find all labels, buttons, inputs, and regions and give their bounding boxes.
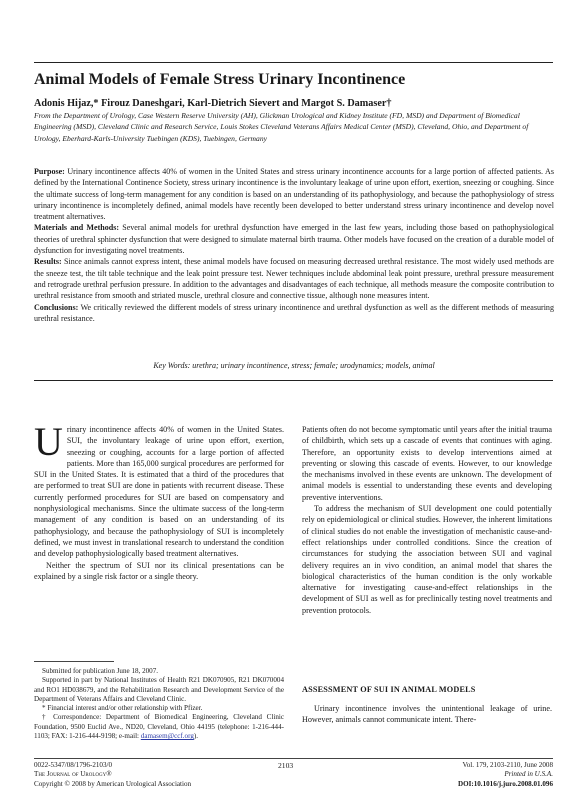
abstract — [34, 166, 554, 324]
abstract-results — [34, 256, 554, 301]
footnote-submitted: Submitted for publication June 18, 2007. — [42, 667, 159, 675]
footer-copyright: Copyright © 2008 by American Urological Association — [34, 779, 192, 788]
conclusions-text: We critically reviewed the different models of stress urinary incontinence and urethral dysfunction as well as the different methods of measuring urethral resistance. — [34, 302, 554, 323]
footer-printed: Printed in U.S.A. — [504, 770, 553, 779]
abstract-conclusions — [34, 302, 554, 325]
methods-text: Several animal models for urethral dysfunction have emerged in the last few years, including those based on pathophysiological theories of urethral sphincter dysfunction that were designed to simulate maternal birth trauma. Other models have focused on the creation of a durable model of dysfunction for investigating novel treatments. — [34, 223, 555, 256]
body-paragraph: To address the mechanism of SUI development one could potentially rely on epidemiological or clinical studies. However, the inherent limitations of clinical studies do not enable the investigation of mechanistic cause-and-effect relationships under controlled conditions. Since the creation of circumstances for studying the association between SUI and vaginal delivery requires an in vivo condition, an animal model that shares the biological characteristics of the human condition is the only workable alternative for investigating cause-and-effect relationships in the development of SUI as well as for preclinically testing novel treatments and prevention protocols. — [302, 504, 552, 615]
header-rule — [34, 62, 553, 63]
footer-doi: DOI:10.1016/j.juro.2008.01.096 — [457, 779, 553, 788]
footnotes — [34, 667, 284, 741]
footer-left — [34, 761, 191, 789]
body-paragraph: Neither the spectrum of SUI nor its clinical presentations can be explained by a single risk factor or a single theory. — [34, 560, 284, 581]
footer-right — [458, 761, 553, 789]
footnote-rule — [34, 661, 114, 662]
footer-issn: 0022-5347/08/1796-2103/0 — [34, 761, 113, 769]
abstract-methods — [34, 222, 554, 256]
abstract-purpose — [34, 166, 554, 222]
keywords: Key Words: urethra; urinary incontinence, stress; female; urodynamics; models, animal — [153, 361, 435, 370]
email-link[interactable]: damasem@ccf.org — [140, 732, 194, 741]
body-paragraph: Patients often do not become symptomatic until years after the initial trauma of childbirth, which sets up a cascade of events that continues with aging. Therefore, an opportunity exists to develop interventions aimed at preventing or slowing this cascade of events. However, to our knowledge the mechanisms involved in these events are unknown. The development of animal models is essential to understanding these events and developing preventive interventions. — [302, 425, 552, 502]
footnote-financial: * Financial interest and/or other relationship with Pfizer. — [42, 704, 203, 713]
correspondence-tail: ). — [193, 732, 199, 741]
correspondence-text: † Correspondence: Department of Biomedical Engineering, Cleveland Clinic Foundation, 9500 Euclid Ave., ND20, Cleveland, Ohio 44195 (telephone: 1-216-444-1103; FAX: 1-216-444-9198; e-mail: — [34, 713, 284, 741]
footer-volume: Vol. 179, 2103-2110, June 2008 — [462, 761, 553, 769]
page-number: 2103 — [278, 761, 294, 770]
purpose-text: Urinary incontinence affects 40% of women in the United States and stress urinary incontinence accounts for a large portion of affected patients. As defined by the International Continence Society, stress urinary incontinence is the involuntary leakage of urine upon effort, exertion, sneezing or coughing. Since the ultimate success of long-term management for any condition is based on an understanding of its pathophysiology, and because the pathophysiology of stress urinary incontinence is incompletely defined, animal models have recently been developed to better understand stress urinary incontinence and develop novel treatment alternatives. — [34, 167, 555, 222]
results-label: Results: — [34, 257, 62, 267]
methods-label: Materials and Methods: — [34, 223, 120, 233]
body-paragraph: Urinary incontinence involves the unintentional leakage of urine. However, animals cannot communicate intent. There- — [302, 704, 552, 725]
results-text: Since animals cannot express intent, these animal models have focused on measuring decreased urethral resistance. The most widely used methods are the sneeze test, the tilt table technique and the leak point pressure test. Newer techniques include abdominal leak point pressure, urethral pressure measurement and retrograde urethral perfusion pressure. In addition to the advantages and disadvantages of each technique, all methods measure the composite contribution to urethral resistance from smooth and striated muscle, urethral closure and connective tissue, although none measures intent. — [34, 257, 554, 301]
footer-journal: The Journal of Urology® — [34, 770, 112, 779]
section-body — [302, 703, 552, 726]
body-column-left — [34, 419, 284, 582]
article-title: Animal Models of Female Stress Urinary Incontinence — [34, 71, 406, 88]
body-column-right — [302, 424, 552, 616]
abstract-separator-rule — [34, 380, 553, 381]
body-text: rinary incontinence affects 40% of women in the United States. SUI, the involuntary leakage of urine upon effort, exertion, sneezing or coughing, accounts for a large portion of affected patients. More than 165,000 surgical procedures are performed for SUI in the United States. It is estimated that a third of the procedures that are performed to treat SUI are done in patients with recurrent disease. These currently performed procedures for SUI are based on compensatory and nonphysiological mechanisms. Since the ultimate success of the long-term management of any condition is based on an understanding of its pathophysiology, and because the pathophysiology of SUI is incompletely defined, we must invest in translational research to understand the condition and develop pathophysiologically based treatment alternatives. — [34, 425, 284, 559]
article-affiliation: From the Department of Urology, Case Western Reserve University (AH), Glickman Urological and Kidney Institute (FD, MSD) and Department of Biomedical Engineering (MSD), Cleveland Clinic and Research Service, Louis Stokes Cleveland Veterans Affairs Medical Center (MSD), Cleveland, Ohio, and Department of Urology, Eberhard-Karls-University Tuebingen (KDS), Tuebingen, Germany — [34, 111, 529, 143]
body-paragraph — [34, 419, 284, 560]
purpose-label: Purpose: — [34, 167, 65, 176]
footer-rule — [34, 758, 553, 759]
article-authors: Adonis Hijaz,* Firouz Daneshgari, Karl-Dietrich Sievert and Margot S. Damaser† — [34, 98, 392, 109]
conclusions-label: Conclusions: — [34, 302, 79, 312]
footnote-support: Supported in part by National Institutes of Health R21 DK070905, R21 DK070004 and RO1 HD038679, and the Rehabilitation Research and Development Service of the Department of Veterans Affairs and Cleveland Clinic. — [34, 676, 284, 703]
section-heading: ASSESSMENT OF SUI IN ANIMAL MODELS — [302, 685, 476, 694]
footnote-correspondence — [34, 713, 284, 741]
drop-cap: U — [34, 419, 63, 464]
